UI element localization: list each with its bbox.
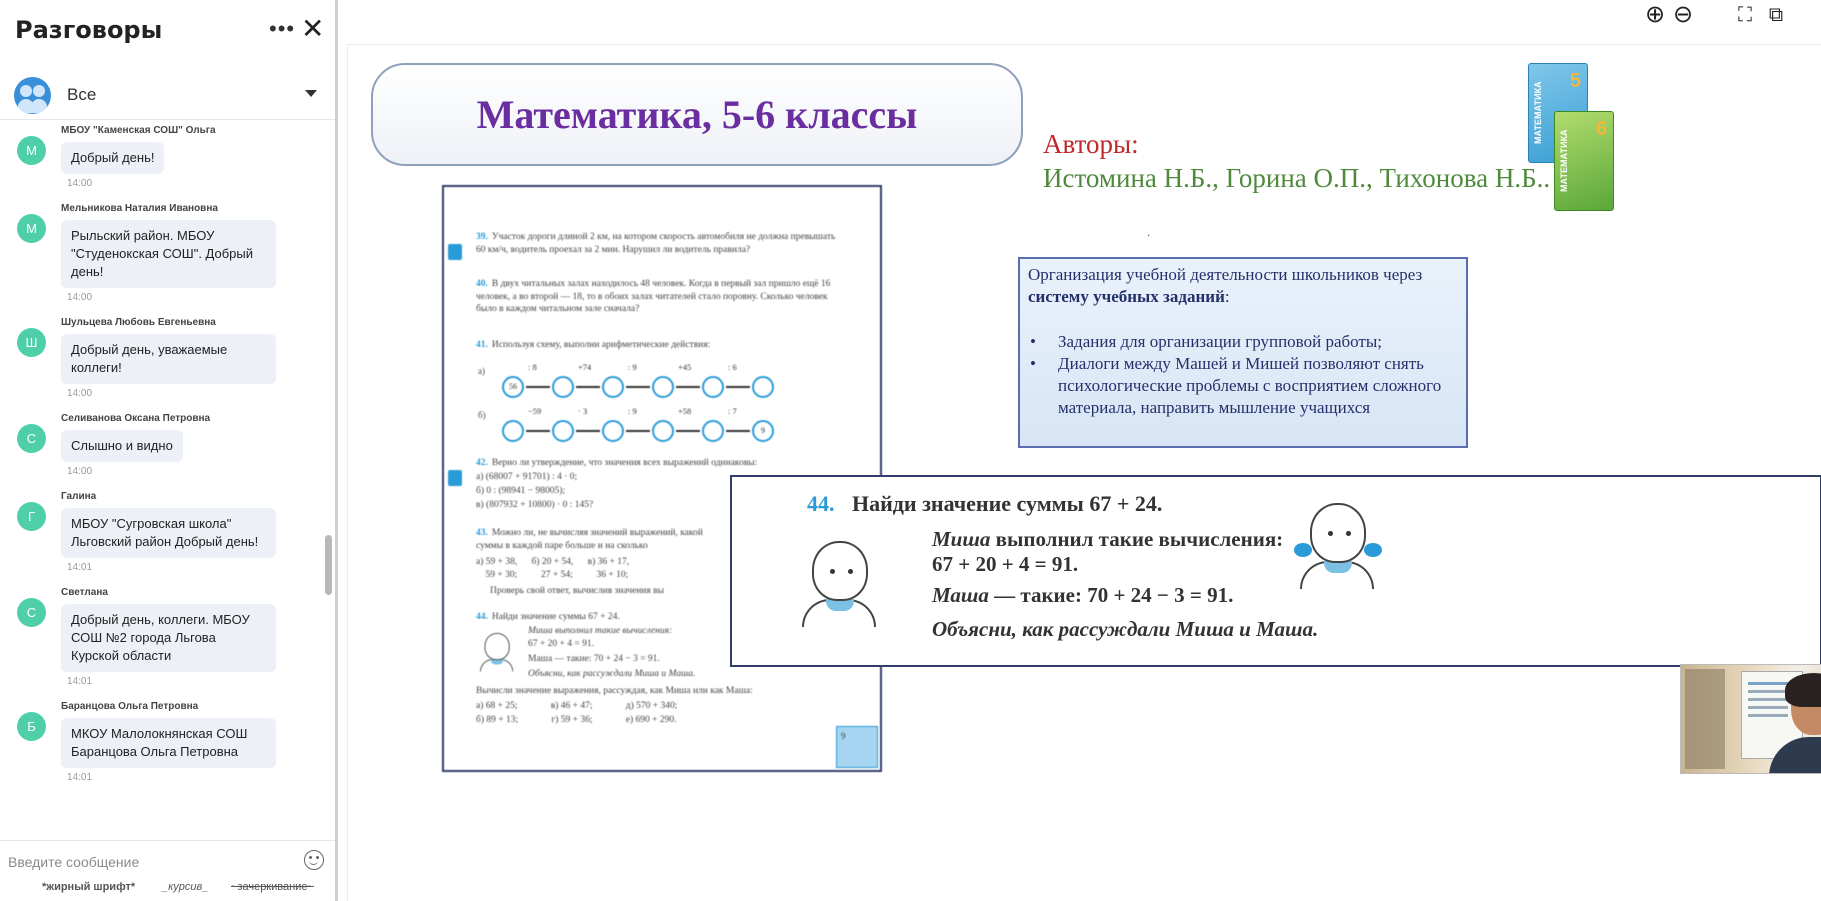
task-number: 43. bbox=[476, 528, 488, 538]
task-text: Используя схему, выполни арифметические действия: bbox=[491, 340, 711, 350]
info-heading-text: Организация учебной деятельности школьников через bbox=[1028, 265, 1423, 284]
more-dots-icon[interactable]: ••• bbox=[269, 16, 296, 41]
chat-message bbox=[0, 586, 335, 688]
chain-arrow bbox=[676, 430, 700, 432]
message-time: 14:00 bbox=[67, 466, 93, 477]
task-43-check: Проверь свой ответ, вычислив значения вы bbox=[490, 586, 665, 596]
scheme-chain-b bbox=[478, 406, 792, 444]
task-44-row1: а) 68 + 25; в) 46 + 47; д) 570 + 340; bbox=[476, 701, 678, 711]
chain-arrow bbox=[576, 386, 600, 388]
chain-circle bbox=[652, 420, 674, 442]
message-author: Селиванова Оксана Петровна bbox=[61, 413, 211, 424]
task-text: Можно ли, не вычисляя значений выражений, какой суммы в каждой паре больше и на сколько bbox=[476, 528, 703, 551]
message-time: 14:01 bbox=[67, 562, 93, 573]
task-43-row1: а) 59 + 38, б) 20 + 54, в) 36 + 17, bbox=[476, 557, 630, 567]
close-icon[interactable]: ✕ bbox=[301, 13, 325, 44]
format-strike-hint: ~зачеркивание~ bbox=[231, 881, 314, 893]
chain-label: а) bbox=[478, 366, 485, 376]
zoom-line-1 bbox=[932, 527, 1283, 552]
chain-arrow bbox=[726, 430, 750, 432]
chain-op: : 8 bbox=[528, 362, 537, 372]
info-heading-colon: : bbox=[1224, 287, 1230, 306]
chain-arrow bbox=[576, 430, 600, 432]
avatar: М bbox=[17, 136, 46, 165]
emoji-icon[interactable] bbox=[304, 850, 324, 870]
task-44-line4: Объясни, как рассуждали Миша и Маша. bbox=[528, 669, 696, 679]
zoom-task-text: Найди значение суммы 67 + 24. bbox=[852, 491, 1163, 516]
task-42 bbox=[476, 457, 841, 470]
task-44-line2: 67 + 20 + 4 = 91. bbox=[528, 639, 594, 649]
message-bubble: МКОУ Малолокнянская СОШ Баранцова Ольга Петровна bbox=[61, 718, 276, 768]
slide-title-box bbox=[371, 63, 1023, 166]
misha-small-illustration bbox=[480, 633, 513, 674]
message-bubble: Рыльский район. МБОУ "Студенокская СОШ". Добрый день! bbox=[61, 220, 276, 288]
fit-screen-icon[interactable]: ⛶ bbox=[1738, 4, 1752, 26]
chat-title: Разговоры bbox=[15, 16, 163, 44]
info-heading-bold: систему учебных заданий bbox=[1028, 287, 1225, 306]
avatar: Ш bbox=[17, 328, 46, 357]
slide-dot: . bbox=[1147, 225, 1151, 239]
task-41 bbox=[476, 339, 841, 352]
message-input[interactable] bbox=[8, 851, 288, 873]
zoom-line-2: 67 + 20 + 4 = 91. bbox=[932, 552, 1079, 576]
task-text: Участок дороги длиной 2 км, на котором скорость автомобиля не должна превышать 60 км/ч, водитель проехал за 2 мин. Нарушил ли водитель правила? bbox=[476, 232, 836, 255]
chevron-down-icon[interactable] bbox=[305, 90, 317, 97]
info-item: • Задания для организации групповой работы; bbox=[1028, 331, 1458, 353]
zoom-out-icon[interactable]: ⊖ bbox=[1672, 1, 1694, 28]
chat-message bbox=[0, 490, 335, 574]
info-list bbox=[1028, 331, 1458, 419]
chain-circle bbox=[702, 420, 724, 442]
viewer-toolbar bbox=[338, 0, 1821, 40]
misha-illustration bbox=[802, 541, 876, 631]
message-author: Баранцова Ольга Петровна bbox=[61, 701, 199, 712]
task-44-row2: б) 89 + 13; г) 59 + 36; е) 690 + 290. bbox=[476, 715, 677, 725]
avatar: Г bbox=[17, 502, 46, 531]
video-background bbox=[1685, 669, 1725, 769]
task-43 bbox=[476, 527, 726, 552]
task-marker-icon bbox=[448, 470, 462, 486]
task-40 bbox=[476, 278, 841, 316]
chain-op: +74 bbox=[578, 362, 592, 372]
task-44-line1: Миша выполнил такие вычисления: bbox=[528, 626, 673, 636]
chain-circle bbox=[602, 376, 624, 398]
book-title: МАТЕМАТИКА bbox=[1559, 129, 1569, 192]
message-author: Светлана bbox=[61, 587, 108, 598]
book-grade-6: 6 bbox=[1595, 118, 1607, 140]
masha-name: Маша bbox=[932, 583, 989, 607]
task-43-row2: 59 + 30; 27 + 54; 36 + 10; bbox=[476, 570, 629, 580]
info-box bbox=[1018, 257, 1468, 448]
chain-op: +45 bbox=[678, 362, 692, 372]
page-number: 9 bbox=[836, 726, 878, 768]
task-text: В двух читальных залах находилось 48 человек. Когда в первый зал пришло ещё 16 человек, а во второй — 18, то в обоих залах читателей стало поровну. Сколько человек было в каждом читальном зале сначала? bbox=[476, 279, 831, 314]
zoom-line-4: Объясни, как рассуждали Миша и Маша. bbox=[932, 617, 1319, 641]
book-title: МАТЕМАТИКА bbox=[1533, 81, 1543, 144]
message-author: Галина bbox=[61, 491, 97, 502]
presentation-viewer bbox=[338, 0, 1821, 901]
chain-arrow bbox=[526, 430, 550, 432]
task-44-line3: Маша — такие: 70 + 24 − 3 = 91. bbox=[528, 654, 660, 664]
textbook-covers bbox=[1526, 63, 1616, 209]
message-composer bbox=[0, 840, 335, 901]
chain-op: : 9 bbox=[628, 406, 637, 416]
chain-circle bbox=[552, 420, 574, 442]
presenter-video[interactable] bbox=[1680, 664, 1821, 774]
task-42-b: б) 0 : (98941 − 98005); bbox=[476, 486, 566, 496]
slide bbox=[347, 44, 1821, 901]
message-time: 14:00 bbox=[67, 292, 93, 303]
message-time: 14:01 bbox=[67, 772, 93, 783]
chain-label: б) bbox=[478, 410, 486, 420]
chain-circle: 56 bbox=[502, 376, 524, 398]
message-time: 14:01 bbox=[67, 676, 93, 687]
avatar: М bbox=[17, 214, 46, 243]
message-time: 14:00 bbox=[67, 388, 93, 399]
format-italic-hint: _курсив_ bbox=[162, 881, 209, 893]
chat-panel bbox=[0, 0, 338, 901]
task-number: 44. bbox=[476, 612, 488, 622]
chain-circle: 9 bbox=[752, 420, 774, 442]
avatar: Б bbox=[17, 712, 46, 741]
chat-header bbox=[0, 0, 335, 64]
task-44-bullet: Вычисли значение выражения, рассуждая, как Миша или как Маша: bbox=[476, 686, 753, 696]
chain-circle bbox=[702, 376, 724, 398]
chain-arrow bbox=[526, 386, 550, 388]
chain-op: : 6 bbox=[728, 362, 737, 372]
authors-label: Авторы: bbox=[1043, 129, 1139, 159]
misha-name: Миша bbox=[932, 527, 991, 551]
message-list[interactable] bbox=[0, 124, 335, 836]
chain-circle bbox=[602, 420, 624, 442]
book-grade-5: 5 bbox=[1569, 70, 1581, 92]
chat-message bbox=[0, 124, 335, 190]
chain-circle bbox=[552, 376, 574, 398]
chain-op: : 7 bbox=[728, 406, 737, 416]
message-time: 14:00 bbox=[67, 178, 93, 189]
chain-arrow bbox=[726, 386, 750, 388]
chain-arrow bbox=[676, 386, 700, 388]
chat-message bbox=[0, 700, 335, 784]
chat-scrollbar[interactable] bbox=[325, 535, 332, 595]
chain-circle bbox=[652, 376, 674, 398]
task-number: 41. bbox=[476, 340, 488, 350]
message-bubble: Слышно и видно bbox=[61, 430, 183, 462]
chat-message bbox=[0, 316, 335, 400]
task-text: Найди значение суммы 67 + 24. bbox=[491, 612, 620, 622]
zoomed-task-card bbox=[730, 475, 1821, 667]
message-author: Мельникова Наталия Ивановна bbox=[61, 203, 218, 214]
avatar: С bbox=[17, 598, 46, 627]
chain-op: −59 bbox=[528, 406, 542, 416]
task-text: Верно ли утверждение, что значения всех выражений одинаковы: bbox=[491, 458, 758, 468]
info-heading bbox=[1028, 264, 1458, 308]
info-item: • Диалоги между Машей и Мишей позволяют снять психологические проблемы с восприятием сложного материала, направить мышление учащихся bbox=[1028, 353, 1458, 419]
task-number: 39. bbox=[476, 232, 488, 242]
textbook-cover-6 bbox=[1554, 111, 1614, 211]
message-bubble: МБОУ "Сугровская школа" Льговский район Добрый день! bbox=[61, 508, 276, 558]
chain-op: : 9 bbox=[628, 362, 637, 372]
task-marker-icon bbox=[448, 244, 462, 260]
slide-title: Математика, 5-6 классы bbox=[476, 92, 918, 137]
chain-op: · 3 bbox=[578, 406, 588, 416]
chat-message bbox=[0, 202, 335, 304]
format-bold-hint: *жирный шрифт* bbox=[42, 881, 136, 893]
chain-circle bbox=[502, 420, 524, 442]
chat-message bbox=[0, 412, 335, 478]
chat-filter-dropdown[interactable] bbox=[0, 72, 335, 120]
avatar: С bbox=[17, 424, 46, 453]
chain-arrow bbox=[626, 430, 650, 432]
zoom-task-number: 44. bbox=[807, 491, 835, 516]
zoom-line-3 bbox=[932, 583, 1233, 608]
task-42-a: а) (68007 + 91701) : 4 · 0; bbox=[476, 472, 578, 482]
crop-icon[interactable]: ⧉ bbox=[1768, 4, 1784, 26]
task-number: 42. bbox=[476, 458, 488, 468]
message-bubble: Добрый день! bbox=[61, 142, 164, 174]
zoom-in-icon[interactable]: ⊕ bbox=[1644, 1, 1666, 28]
authors-names: Истомина Н.Б., Горина О.П., Тихонова Н.Б.. bbox=[1043, 163, 1551, 193]
zoom-line-1-rest: выполнил такие вычисления: bbox=[990, 527, 1284, 551]
chain-circle bbox=[752, 376, 774, 398]
task-39 bbox=[476, 231, 841, 256]
task-number: 40. bbox=[476, 279, 488, 289]
zoom-line-3-rest: — такие: 70 + 24 − 3 = 91. bbox=[988, 583, 1234, 607]
masha-illustration bbox=[1300, 503, 1374, 593]
message-bubble: Добрый день, коллеги. МБОУ СОШ №2 города Льгова Курской области bbox=[61, 604, 276, 672]
task-42-c: в) (807932 + 10800) · 0 : 145? bbox=[476, 500, 594, 510]
message-author: Шульцева Любовь Евгеньевна bbox=[61, 317, 216, 328]
chain-arrow bbox=[626, 386, 650, 388]
group-users-icon bbox=[14, 77, 51, 114]
message-bubble: Добрый день, уважаемые коллеги! bbox=[61, 334, 276, 384]
message-author: МБОУ "Каменская СОШ" Ольга bbox=[61, 125, 216, 136]
chain-op: +58 bbox=[678, 406, 692, 416]
scheme-chain-a bbox=[478, 362, 792, 400]
chat-filter-label: Все bbox=[67, 85, 97, 104]
